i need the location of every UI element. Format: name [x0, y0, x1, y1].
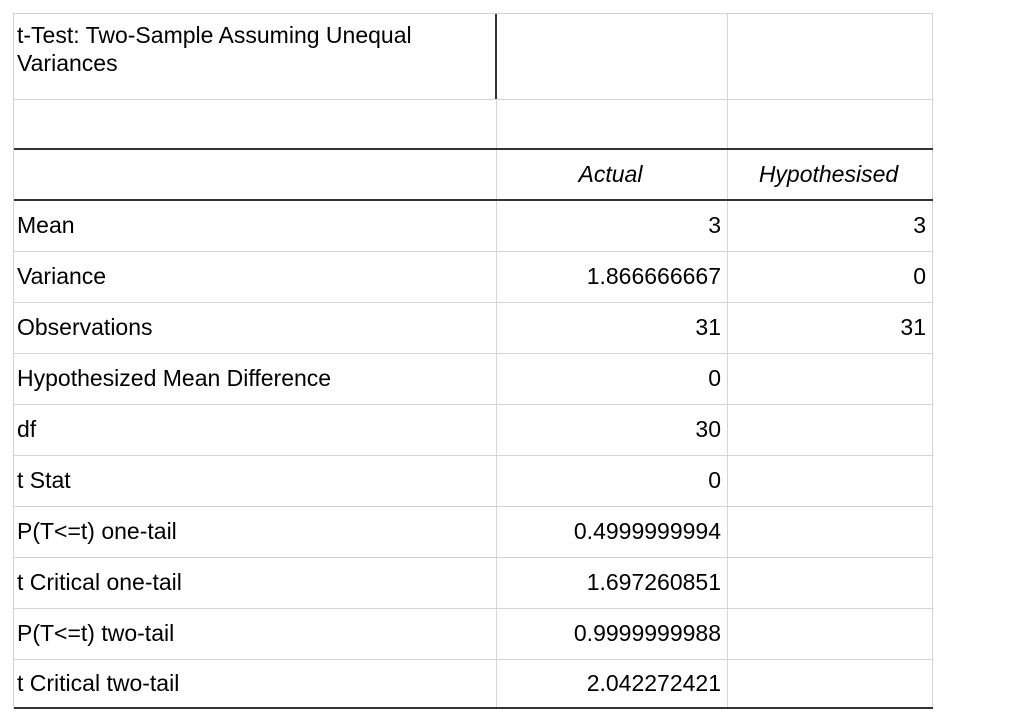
- actual-value[interactable]: 1.697260851: [497, 558, 728, 608]
- hypothesised-value[interactable]: 3: [728, 201, 933, 251]
- actual-value[interactable]: 0.9999999988: [497, 609, 728, 659]
- actual-value[interactable]: 31: [497, 303, 728, 353]
- row-label[interactable]: P(T<=t) two-tail: [14, 609, 497, 659]
- row-label[interactable]: Mean: [14, 201, 497, 251]
- row-label[interactable]: Hypothesized Mean Difference: [14, 354, 497, 404]
- actual-value[interactable]: 1.866666667: [497, 252, 728, 302]
- table-row: [14, 405, 933, 456]
- title-cell[interactable]: t-Test: Two-Sample Assuming Unequal Variances: [14, 14, 497, 99]
- hypothesised-value[interactable]: [728, 507, 933, 557]
- row-label[interactable]: t Stat: [14, 456, 497, 506]
- hypothesised-value[interactable]: [728, 660, 933, 707]
- row-label[interactable]: t Critical two-tail: [14, 660, 497, 707]
- actual-value[interactable]: 2.042272421: [497, 660, 728, 707]
- table-row: [14, 252, 933, 303]
- table-row: [14, 660, 933, 709]
- spreadsheet-table: [13, 13, 933, 709]
- hypothesised-value[interactable]: [728, 354, 933, 404]
- title-row: [14, 13, 933, 100]
- table-row: [14, 354, 933, 405]
- actual-value[interactable]: 30: [497, 405, 728, 455]
- actual-value[interactable]: 0: [497, 456, 728, 506]
- hypothesised-value[interactable]: [728, 405, 933, 455]
- table-row: [14, 201, 933, 252]
- header-row: [14, 150, 933, 201]
- table-row: [14, 303, 933, 354]
- blank-row: [14, 100, 933, 150]
- hypothesised-value[interactable]: 0: [728, 252, 933, 302]
- header-cell-hypothesised[interactable]: Hypothesised: [728, 150, 933, 199]
- actual-value[interactable]: 0.4999999994: [497, 507, 728, 557]
- table-row: [14, 507, 933, 558]
- empty-cell[interactable]: [497, 14, 728, 99]
- table-row: [14, 558, 933, 609]
- hypothesised-value[interactable]: [728, 609, 933, 659]
- row-label[interactable]: Variance: [14, 252, 497, 302]
- hypothesised-value[interactable]: [728, 558, 933, 608]
- empty-cell[interactable]: [14, 100, 497, 148]
- header-cell-actual[interactable]: Actual: [497, 150, 728, 199]
- row-label[interactable]: df: [14, 405, 497, 455]
- row-label[interactable]: P(T<=t) one-tail: [14, 507, 497, 557]
- row-label[interactable]: t Critical one-tail: [14, 558, 497, 608]
- actual-value[interactable]: 3: [497, 201, 728, 251]
- empty-cell[interactable]: [728, 14, 933, 99]
- actual-value[interactable]: 0: [497, 354, 728, 404]
- empty-cell[interactable]: [728, 100, 933, 148]
- hypothesised-value[interactable]: 31: [728, 303, 933, 353]
- table-row: [14, 456, 933, 507]
- row-label[interactable]: Observations: [14, 303, 497, 353]
- empty-cell[interactable]: [497, 100, 728, 148]
- table-row: [14, 609, 933, 660]
- hypothesised-value[interactable]: [728, 456, 933, 506]
- header-cell-label[interactable]: [14, 150, 497, 199]
